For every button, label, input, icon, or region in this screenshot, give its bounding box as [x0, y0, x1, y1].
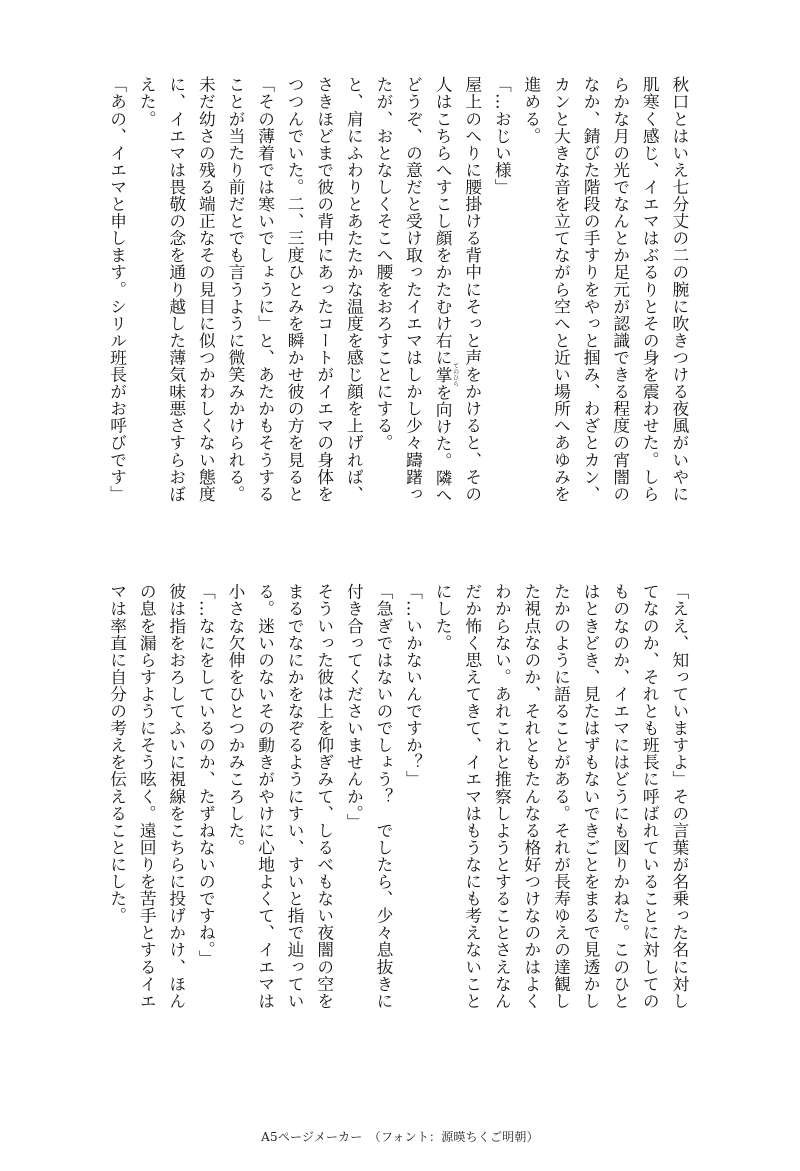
text-line: の息を漏らすようにそう呟く。遠回りを苦手とするイエ — [137, 583, 158, 1010]
text-line: どうぞ、の意だと受け取ったイエマはしかし少々躊躇っ — [403, 76, 424, 503]
text-line: 未だ幼さの残る端正なその見目に似つかわしくない態度 — [196, 76, 217, 503]
text-line: わからない。あれこれと推察しようとすることさえなん — [492, 583, 513, 1010]
text-line: 「…おじい様」 — [492, 76, 513, 196]
text-segment: 人はこちらへすこし顔をかたむけ右に — [433, 76, 454, 366]
text-segment: を向けた。隣へ — [433, 383, 454, 504]
text-line: だか怖く思えてきて、イエマはもうなにも考えないこと — [462, 583, 483, 1010]
text-line: さきほどまで彼の背中にあったコートがイエマの身体を — [314, 76, 335, 503]
text-line-with-ruby — [430, 76, 460, 548]
text-line: る。迷いのないその動きがやけに心地よくて、イエマは — [255, 583, 276, 1010]
text-line: たかのように語ることがある。それが長寿ゆえの達観し — [551, 583, 572, 1010]
text-line: えた。 — [137, 76, 158, 128]
text-line: らかな月の光でなんとか足元が認識できる程度の宵闇の — [610, 76, 631, 503]
text-line: ことが当たり前だとでも言うように微笑みかけられる。 — [225, 76, 246, 503]
ruby-annotation — [433, 362, 459, 387]
text-line: 屋上のへりに腰掛ける背中にそっと声をかけると、その — [462, 76, 483, 503]
text-line: つつんでいた。二、三度ひとみを瞬かせ彼の方を見ると — [285, 76, 306, 503]
text-line: そういった彼は上を仰ぎみて、しるべもない夜闇の空を — [314, 583, 335, 1010]
text-line: にした。 — [433, 583, 454, 652]
text-line: 肌寒く感じ、イエマはぶるりとその身を震わせた。しら — [640, 76, 661, 503]
text-line: た視点なのか、それともたんなる格好つけなのかはよく — [521, 583, 542, 1010]
text-line: なか、錆びた階段の手すりをやっと掴み、わざとカン、 — [581, 76, 602, 503]
text-line: 秋口とはいえ七分丈の二の腕に吹きつける夜風がいやに — [669, 76, 690, 503]
text-line: はときどき、見たはずもないできごとをまるで見透かし — [581, 583, 602, 1010]
text-line: に、イエマは畏敬の念を通り越した薄気味悪さすらおぼ — [166, 76, 187, 503]
text-line: ものなのか、イエマにはどうにも図りかねた。このひと — [610, 583, 631, 1010]
text-line: 「ええ、知っていますよ」その言葉が名乗った名に対し — [669, 583, 690, 1010]
lower-text-block — [104, 583, 696, 1055]
text-line: 「その薄着では寒いでしょうに」と、あたかもそうする — [255, 76, 276, 503]
text-line: 「急ぎではないのでしょう？ でしたら、少々息抜きに — [373, 583, 394, 1010]
text-line: と、肩にふわりとあたたかな温度を感じ顔を上げれば、 — [344, 76, 365, 503]
text-line: 彼は指をおろしてふいに視線をこちらに投げかけ、ほん — [166, 583, 187, 1010]
text-line: 「…いかないんですか？」 — [403, 583, 424, 788]
text-line: マは率直に自分の考えを伝えることにした。 — [107, 583, 128, 924]
text-line: 進める。 — [521, 76, 542, 145]
text-line: カンと大きな音を立てながら空へと近い場所へあゆみを — [551, 76, 572, 503]
ruby-reading: てのひら — [451, 362, 459, 387]
text-line: 付き合ってくださいませんか。」 — [344, 583, 365, 831]
text-line: 「あの、イエマと申します。シリル班長がお呼びです」 — [107, 76, 128, 503]
upper-text-block — [104, 76, 696, 548]
text-line: たが、おとなしくそこへ腰をおろすことにする。 — [373, 76, 394, 452]
text-line: 「…なにをしているのか、たずねないのですね。」 — [196, 583, 217, 967]
footer-caption: A5ページメーカー （フォント：源暎ちくご明朝） — [261, 1130, 539, 1144]
text-line: 小さな欠伸をひとつかみころした。 — [225, 583, 246, 856]
text-line: てなのか、それとも班長に呼ばれていることに対しての — [640, 583, 661, 1010]
text-line: まるでなにかをなぞるようにすい、すいと指で辿ってい — [285, 583, 306, 1010]
ruby-base: 掌 — [433, 362, 454, 387]
